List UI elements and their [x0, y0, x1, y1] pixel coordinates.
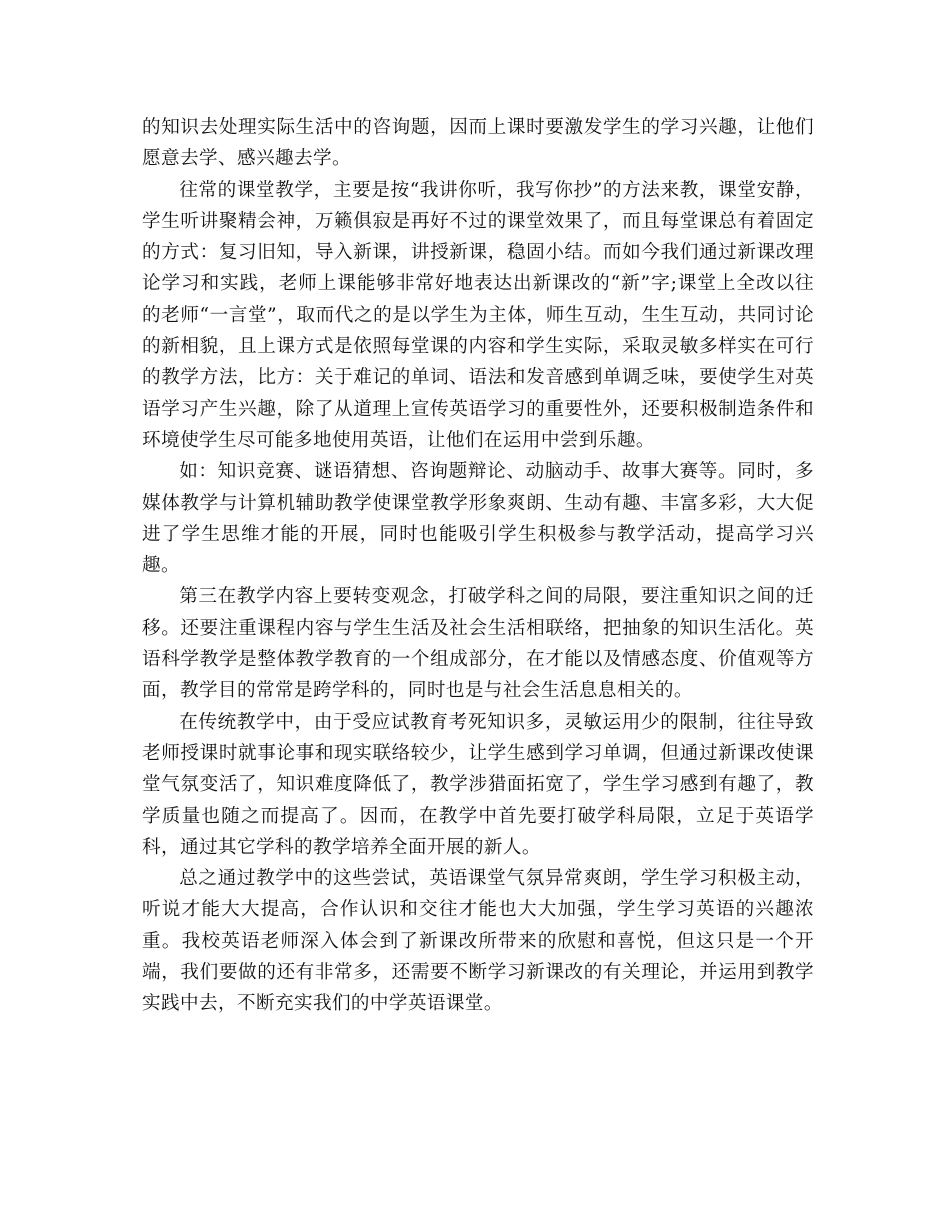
- document-body: [142, 112, 814, 1020]
- paragraph-traditional-limits: 在传统教学中，由于受应试教育考死知识多，灵敏运用少的限制，往往导致老师授课时就事论事和现实联络较少，让学生感到学习单调，但通过新课改使课堂气氛变活了，知识难度降低了，教学涉猎面拓宽了，学生学习感到有趣了，教学质量也随之而提高了。因而，在教学中首先要打破学科局限，立足于英语学科，通过其它学科的教学培养全面开展的新人。: [142, 711, 814, 858]
- paragraph-content-concepts: 第三在教学内容上要转变观念，打破学科之间的局限，要注重知识之间的迁移。还要注重课程内容与学生生活及社会生活相联络，把抽象的知识生活化。英语科学教学是整体教学教育的一个组成部分，在才能以及情感态度、价值观等方面，教学目的常常是跨学科的，同时也是与社会生活息息相关的。: [142, 586, 814, 702]
- paragraph-conclusion: 总之通过教学中的这些尝试，英语课堂气氛异常爽朗，学生学习积极主动，听说才能大大提高，合作认识和交往才能也大大加强，学生学习英语的兴趣浓重。我校英语老师深入体会到了新课改所带来的欣慰和喜悦，但这只是一个开端，我们要做的还有非常多，还需要不断学习新课改的有关理论，并运用到教学实践中去，不断充实我们的中学英语课堂。: [142, 868, 814, 1015]
- paragraph-activities: 如：知识竞赛、谜语猜想、咨询题辩论、动脑动手、故事大赛等。同时，多媒体教学与计算机辅助教学使课堂教学形象爽朗、生动有趣、丰富多彩，大大促进了学生思维才能的开展，同时也能吸引学生积极参与教学活动，提高学习兴趣。: [142, 461, 814, 577]
- paragraph-continuation: 的知识去处理实际生活中的咨询题，因而上课时要激发学生的学习兴趣，让他们愿意去学、感兴趣去学。: [142, 117, 814, 170]
- paragraph-traditional-teaching: 往常的课堂教学，主要是按“我讲你听，我写你抄”的方法来教，课堂安静，学生听讲聚精会神，万籁俱寂是再好不过的课堂效果了，而且每堂课总有着固定的方式：复习旧知，导入新课，讲授新课，稳固小结。而如今我们通过新课改理论学习和实践，老师上课能够非常好地表达出新课改的“新”字;课堂上全改以往的老师“一言堂”，取而代之的是以学生为主体，师生互动，生生互动，共同讨论的新相貌，且上课方式是依照每堂课的内容和学生实际，采取灵敏多样实在可行的教学方法，比方：关于难记的单词、语法和发音感到单调乏味，要使学生对英语学习产生兴趣，除了从道理上宣传英语学习的重要性外，还要积极制造条件和环境使学生尽可能多地使用英语，让他们在运用中尝到乐趣。: [142, 179, 814, 451]
